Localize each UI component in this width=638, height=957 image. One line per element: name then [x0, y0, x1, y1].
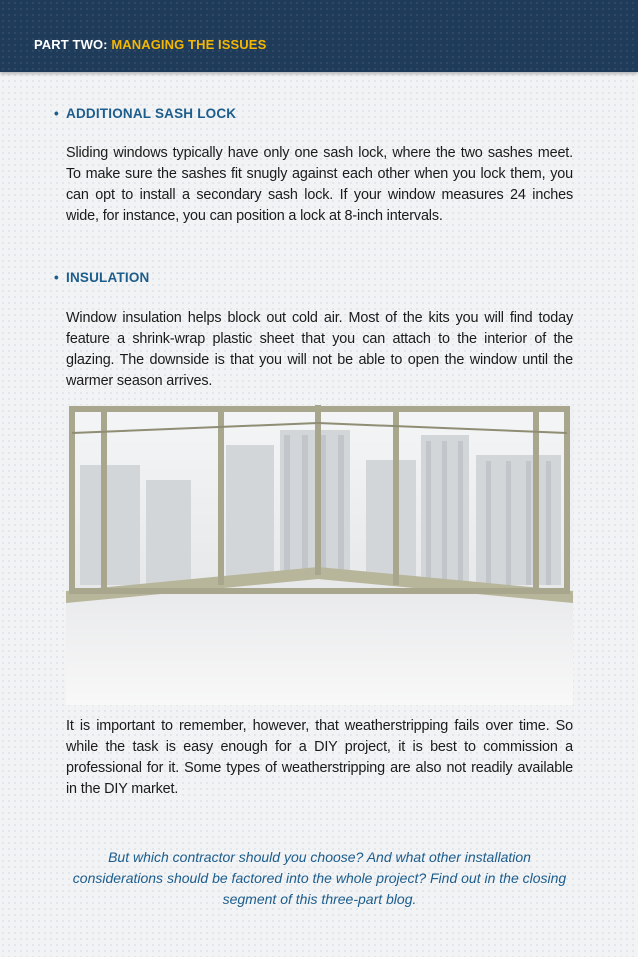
section-title: MANAGING THE ISSUES [111, 37, 267, 52]
window-illustration [66, 405, 573, 705]
bullet-icon: • [54, 106, 59, 121]
section-body-sash-lock [66, 143, 573, 227]
section-body-insulation [66, 308, 573, 392]
heading-text: INSULATION [66, 270, 150, 285]
closing-callout: But which contractor should you choose? And what other installation considerations should be factored into the whole project? Find out in the closing segment of this three-part blog. [72, 849, 567, 907]
header-title [34, 37, 266, 52]
heading-additional-sash-lock [54, 106, 237, 121]
heading-text: ADDITIONAL SASH LOCK [66, 106, 237, 121]
part-label: PART TWO: [34, 37, 108, 52]
after-photo-text [66, 716, 573, 800]
paragraph: Window insulation helps block out cold air. Most of the kits you will find today feature a shrink-wrap plastic sheet that you can attach to the interior of the glazing. The downside is that you will not be able to open the window until the warmer season arrives. [66, 310, 573, 389]
page-header [0, 0, 638, 72]
paragraph: It is important to remember, however, that weatherstripping fails over time. So while the task is easy enough for a DIY project, it is best to commission a professional for it. Some types of weatherstripping are also not readily available in the DIY market. [66, 718, 573, 797]
bullet-icon: • [54, 270, 59, 285]
window-photo [66, 405, 573, 705]
heading-insulation [54, 270, 150, 285]
paragraph: Sliding windows typically have only one sash lock, where the two sashes meet. To make sure the sashes fit snugly against each other when you lock them, you can opt to install a secondary sash lock. If your window measures 24 inches wide, for instance, you can position a lock at 8-inch intervals. [66, 145, 573, 224]
